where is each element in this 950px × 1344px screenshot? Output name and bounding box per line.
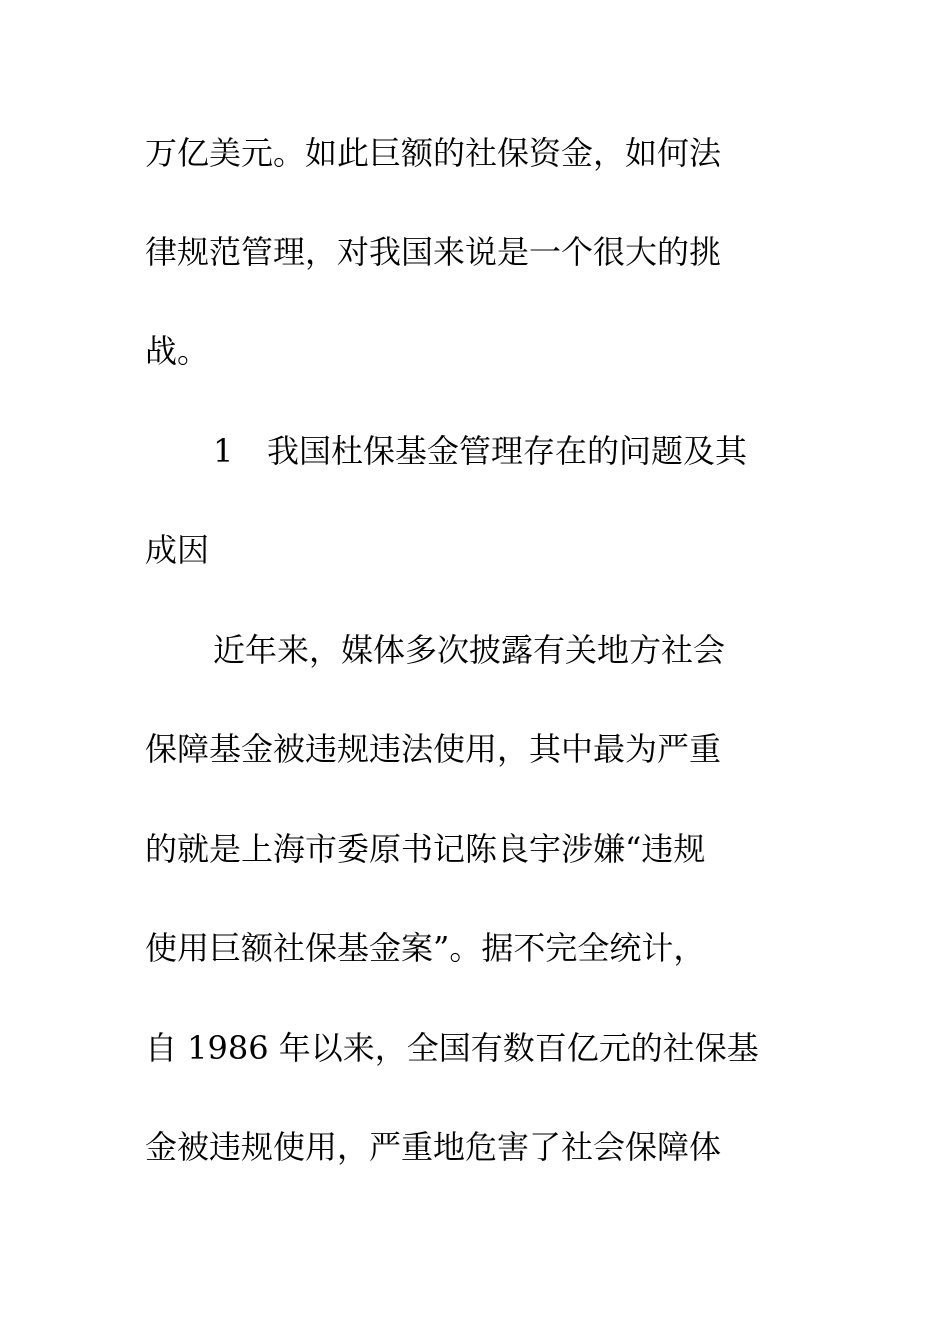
body-line-10: 自 1986 年以来，全国有数百亿元的社保基 bbox=[145, 1029, 759, 1067]
body-line-8: 的就是上海市委原书记陈良宇涉嫌“违规 bbox=[145, 830, 706, 868]
section-title: 我国杜保基金管理存在的问题及其 bbox=[267, 432, 748, 470]
body-line-7: 保障基金被违规违法使用，其中最为严重 bbox=[145, 730, 722, 768]
body-line-2: 律规范管理，对我国来说是一个很大的挑 bbox=[145, 233, 722, 271]
section-heading bbox=[213, 431, 747, 471]
body-line-6: 近年来，媒体多次披露有关地方社会 bbox=[213, 631, 726, 669]
section-number: 1 bbox=[213, 432, 234, 470]
body-line-1: 万亿美元。如此巨额的社保资金，如何法 bbox=[145, 134, 722, 172]
body-line-11: 金被违规使用，严重地危害了社会保障体 bbox=[145, 1128, 722, 1166]
body-line-3: 战。 bbox=[145, 332, 210, 370]
body-line-9: 使用巨额社保基金案”。据不完全统计， bbox=[145, 929, 706, 967]
section-title-continued: 成因 bbox=[145, 531, 210, 569]
